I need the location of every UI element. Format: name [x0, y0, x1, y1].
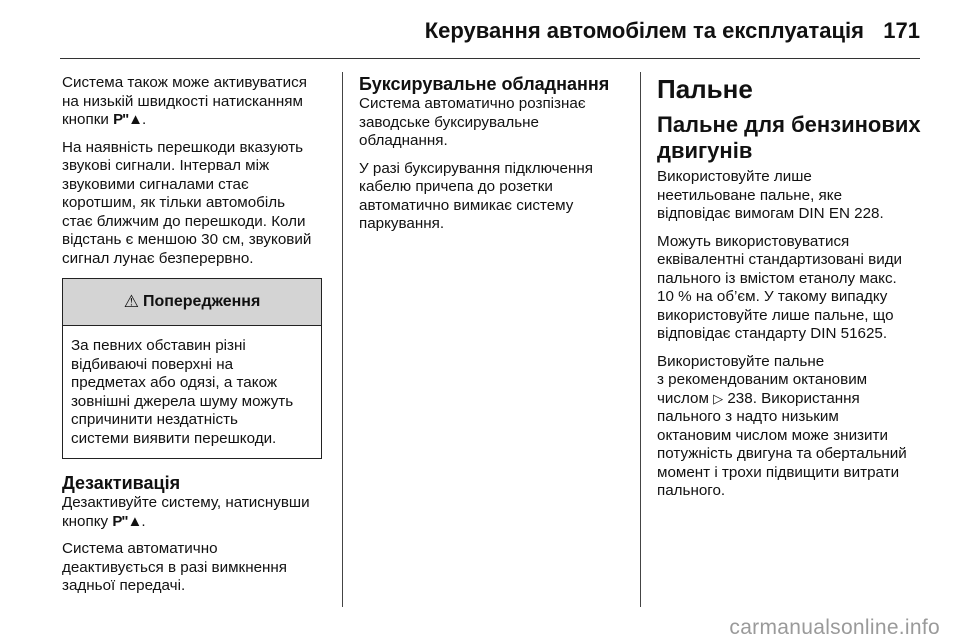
- warning-text: За певних обставин різні відбиваючі поверхні на предметах або одязі, а також зовнішні джерела шуму можуть спричинити нездатність системи виявити перешкоди.: [71, 337, 294, 447]
- header-title: Керування автомобілем та експлуатація: [424, 18, 864, 43]
- warning-box: [62, 278, 322, 459]
- page-reference-icon: ▷: [713, 390, 724, 406]
- column-divider-1: [342, 72, 343, 607]
- column-right: [657, 74, 929, 510]
- parking-sensor-icon: P"▲: [113, 111, 143, 128]
- paragraph-towing-disable: У разі буксирування підключення кабелю причепа до розетки автоматично вимикає систему паркування.: [359, 159, 593, 232]
- header-rule: [60, 58, 920, 59]
- paragraph-obstacle-signals: На наявність перешкоди вказують звукові сигнали. Інтервал між звуковими сигналами стає коротшим, як тільки автомобіль стає ближчим до перешкоди. Коли відстань є меншою 30 см, звуковий сигнал лунає безперервно.: [62, 138, 312, 267]
- warning-title: Попередження: [142, 293, 261, 310]
- warning-body: [63, 326, 321, 458]
- warning-triangle-icon: ⚠: [123, 292, 139, 311]
- paragraph-towing-detection: Система автоматично розпізнає заводське буксирувальне обладнання.: [359, 95, 586, 149]
- parking-sensor-icon: P"▲: [112, 512, 142, 530]
- section-title-fuel: Пальне: [657, 74, 753, 104]
- column-divider-2: [640, 72, 641, 607]
- paragraph-auto-deactivation: Система автоматично деактивується в разі вимкнення задньої передачі.: [62, 540, 288, 594]
- column-middle: [359, 74, 631, 243]
- warning-header: [63, 279, 321, 326]
- heading-deactivation: Дезактивація: [62, 473, 181, 493]
- heading-towing-equipment: Буксирувальне обладнання: [359, 74, 610, 94]
- subsection-title-petrol-fuel: Пальне для бензинових двигунів: [657, 112, 921, 163]
- paragraph-ethanol-fuel: Можуть використовуватися еквівалентні стандартизовані види пального із вмістом етанолу макс. 10 % на об’єм. У такому випадку використовуйте лише пальне, що відповідає стандарту DIN 51625.: [657, 232, 903, 342]
- page-number: 171: [883, 18, 920, 43]
- watermark: carmanualsonline.info: [729, 616, 940, 639]
- column-left: [62, 74, 334, 605]
- paragraph-deactivate-button: Дезактивуйте систему, натиснувши кнопку P"▲.: [62, 494, 310, 530]
- paragraph-octane: Використовуйте пальне з рекомендованим октановим числом ▷ 238. Використання пального з надто низьким октановим числом може знизити потужність двигуна та обертальний момент і трохи підвищити витрати пального.: [657, 352, 907, 499]
- paragraph-low-speed-activation: Система також може активуватися на низькій швидкості натисканням кнопки P"▲.: [62, 74, 307, 128]
- paragraph-unleaded-fuel: Використовуйте лише неетильоване пальне, яке відповідає вимогам DIN EN 228.: [657, 168, 884, 222]
